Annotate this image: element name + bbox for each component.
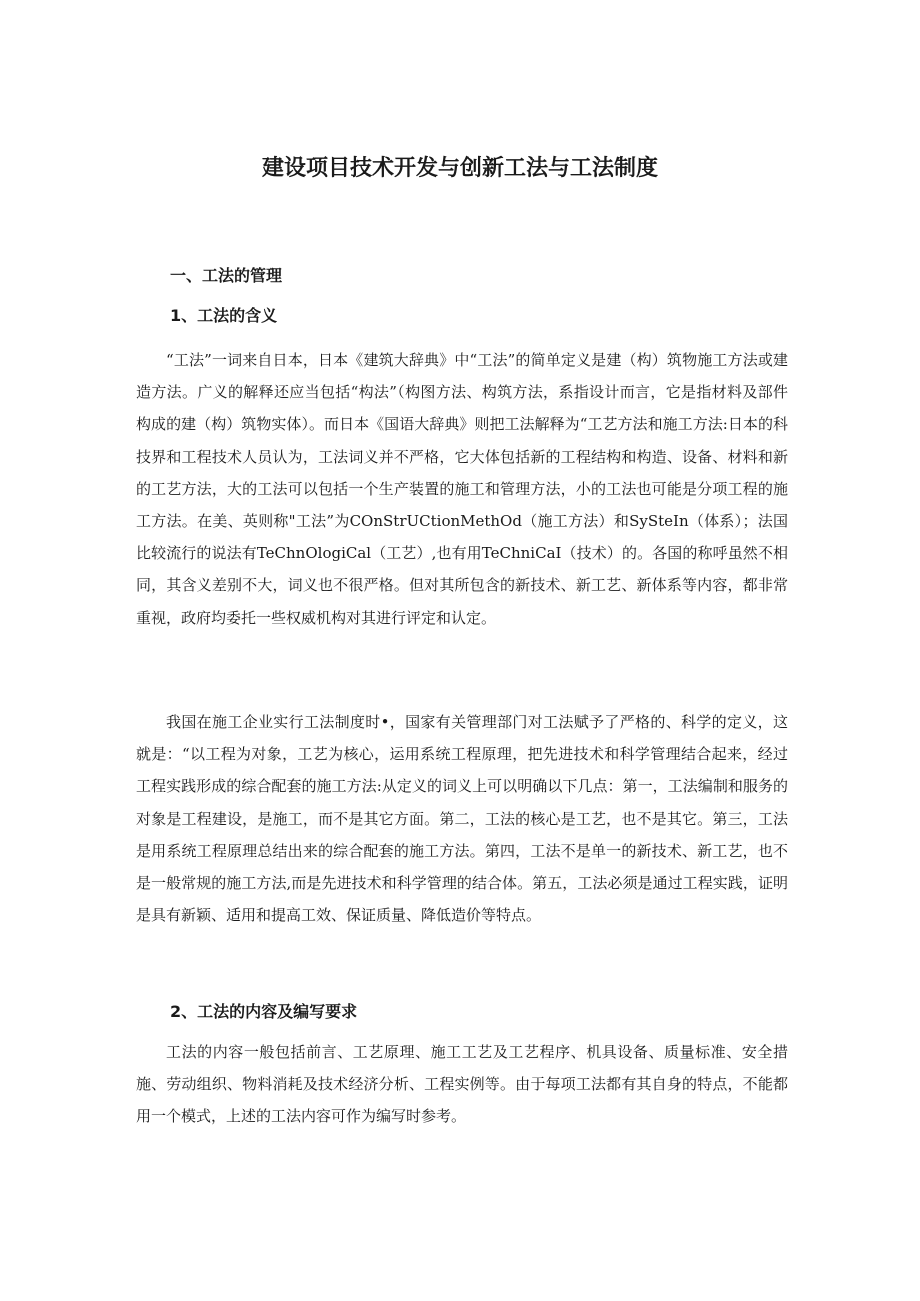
- document-title: 建设项目技术开发与创新工法与工法制度: [261, 156, 658, 181]
- section-heading-management: 一、工法的管理: [170, 266, 283, 285]
- paragraph-meaning-origin: “工法”一词来自日本，日本《建筑大辞典》中“工法”的简单定义是建（构）筑物施工方法或建造方法。广义的解释还应当包括“构法”（构图方法、构筑方法，系指设计而言，它是指材料及部件构成的建（构）筑物实体）。而日本《国语大辞典》则把工法解释为“工艺方法和施工方法:日本的科技界和工程技术人员认为，工法词义并不严格，它大体包括新的工程结构和构造、设备、材料和新的工艺方法，大的工法可以包括一个生产装置的施工和管理方法，小的工法也可能是分项工程的施工方法。在美、英则称"工法”为COnStrUCtionMethOd（施工方法）和SySteIn（体系）；法国比较流行的说法有TeChnOlogiCal（工艺）,也有用TeChniCaI（技术）的。各国的称呼虽然不相同，其含义差别不大，词义也不很严格。但对其所包含的新技术、新工艺、新体系等内容，都非常重视，政府均委托一些权威机构对其进行评定和认定。: [136, 351, 788, 627]
- paragraph-content-requirements: 工法的内容一般包括前言、工艺原理、施工工艺及工艺程序、机具设备、质量标准、安全措施、劳动组织、物料消耗及技术经济分析、工程实例等。由于每项工法都有其自身的特点，不能都用一个模式，上述的工法内容可作为编写时参考。: [136, 1043, 788, 1126]
- paragraph-meaning-definition: 我国在施工企业实行工法制度时•，国家有关管理部门对工法赋予了严格的、科学的定义，这就是：“以工程为对象，工艺为核心，运用系统工程原理，把先进技术和科学管理结合起来，经过工程实践形成的综合配套的施工方法:从定义的词义上可以明确以下几点：第一，工法编制和服务的对象是工程建设，是施工，而不是其它方面。第二，工法的核心是工艺，也不是其它。第三，工法是用系统工程原理总结出来的综合配套的施工方法。第四，工法不是单一的新技术、新工艺，也不是一般常规的施工方法,而是先进技术和科学管理的结合体。第五，工法必须是通过工程实践，证明是具有新颖、适用和提高工效、保证质量、降低造价等特点。: [136, 713, 788, 925]
- subsection-heading-meaning: 1、工法的含义: [170, 306, 278, 325]
- subsection-heading-content-requirements: 2、工法的内容及编写要求: [170, 1002, 358, 1021]
